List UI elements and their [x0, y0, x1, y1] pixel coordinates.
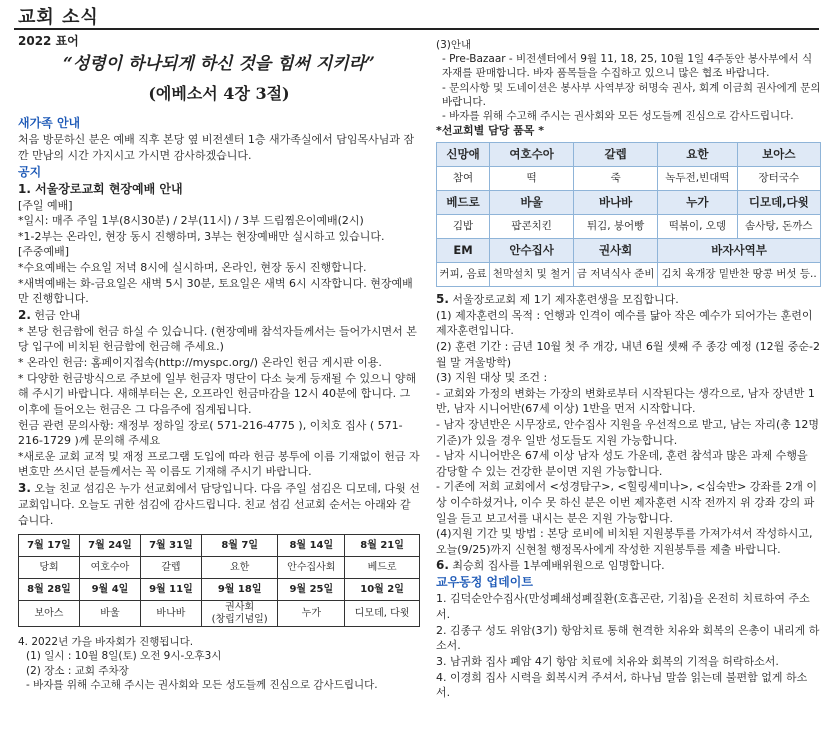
item-cell: 장터국수: [737, 166, 820, 190]
item-cell: 천막설치 및 철거: [490, 262, 574, 286]
table-row: [437, 142, 821, 166]
bazaar-guide: [436, 38, 821, 123]
table-row: [437, 190, 821, 214]
schedule-date: 9월 4일: [79, 579, 140, 601]
table-row: [437, 214, 821, 238]
table-row: [19, 579, 420, 601]
guide-label: (3)안내: [436, 39, 472, 51]
worship-heading: 1. 서울장로교회 현장예배 안내: [18, 181, 183, 196]
prayer-update-heading: 교우동정 업데이트: [436, 575, 533, 590]
training-line: - 교회와 가정의 변화는 가장의 변화로부터 시작된다는 생각으로, 남자 장년반 1반, 남자 시니어반(67세 이상) 1반을 먼저 시작합니다.: [436, 386, 815, 416]
schedule-group: 갈렙: [140, 557, 201, 579]
offering-title: 헌금 안내: [30, 308, 81, 322]
training-line: - 기존에 저희 교회에서 <성경탐구>, <힐링세미나>, <십숙반> 강좌를 2개 이상 이수하셨거나, 이수 못 하신 분은 이번 제자훈련 시작 전까지 위 강좌 강의 파일을 듣고 보고서를 내시는 분은 지원 가능합니다.: [436, 480, 818, 525]
offering-line: * 본당 헌금함에 헌금 하실 수 있습니다. (현장예배 참석자들께서는 들어가시면서 본당 입구에 비치된 헌금함에 헌금해 주세요.): [18, 324, 417, 354]
schedule-date: 9월 11일: [140, 579, 201, 601]
guide-line: - 바자를 위해 수고해 주시는 권사회와 모든 성도들께 진심으로 감사드립니다.: [442, 109, 794, 122]
item-number: 5.: [436, 291, 449, 306]
training-line: - 남자 시니어반은 67세 이상 남자 성도 가운데, 훈련 참석과 많은 과제 수행을 감당할 수 있는 건강한 분이면 지원 가능합니다.: [436, 449, 808, 478]
schedule-date: 7월 24일: [79, 535, 140, 557]
group-name: 바나바: [574, 190, 658, 214]
newfamily-text: 처음 방문하신 분은 예배 직후 본당 옆 비전센터 1층 새가족실에서 담임목사님과 잠깐 만남의 시간 가지시고 가시면 감사하겠습니다.: [18, 133, 415, 162]
item-number: 6.: [436, 558, 449, 573]
schedule-group: 바울: [79, 601, 140, 627]
item-number: 2.: [18, 307, 31, 322]
group-name: 보아스: [737, 142, 820, 166]
appointment-text: 최승희 집사를 1부예배위원으로 임명합니다.: [448, 559, 665, 573]
motto-reference: (에베소서 4장 3절): [148, 83, 290, 103]
sunday-line: *일시: 매주 주일 1부(8시30분) / 2부(11시) / 3부 드림찜은이예배(2시): [18, 214, 364, 228]
schedule-date: 9월 18일: [201, 579, 278, 601]
group-name: 바울: [490, 190, 574, 214]
schedule-date: 8월 14일: [278, 535, 345, 557]
item-cell: 커피, 음료: [437, 262, 490, 286]
table-row: [437, 238, 821, 262]
schedule-group: 보아스: [19, 601, 80, 627]
bazaar-items-table: [436, 142, 821, 287]
group-name: 디모데,다윗: [737, 190, 820, 214]
prayer-item: 2. 김종구 성도 위암(3기) 항암치료 통해 현격한 치유와 회복의 은총이 내리게 하소서.: [436, 623, 820, 653]
group-name: 신망애: [437, 142, 490, 166]
schedule-date: 9월 25일: [278, 579, 345, 601]
training-line: - 남자 장년반은 시무장로, 안수집사 지원을 우선적으로 받고, 남는 자리(총 12명 기준)가 있을 경우 일반 성도들도 지원 가능합니다.: [436, 417, 819, 447]
prayer-item: 3. 남귀화 집사 폐암 4기 항암 치료에 치유와 회복의 기적을 허락하소서.: [436, 654, 779, 668]
training-line: (3) 지원 대상 및 조건 :: [436, 371, 548, 385]
item-cell: 김밥: [437, 214, 490, 238]
schedule-group: 권사회 (창립기념일): [201, 601, 278, 627]
schedule-date: 8월 28일: [19, 579, 80, 601]
fellowship-text: 오늘 친교 섬김은 누가 선교회에서 담당입니다. 다음 주일 섬김은 디모데, 다윗 선교회입니다. 오늘도 귀한 섬김에 감사드립니다. 친교 섬김 선교회 순서는 아래와 같습니다.: [18, 481, 420, 527]
year-motto-label: 2022 표어: [18, 34, 79, 48]
bazaar-thanks: - 바자를 위해 수고해 주시는 권사회와 모든 성도들께 진심으로 감사드립니다.: [26, 678, 378, 691]
offering-line: *새로운 교회 교적 및 재정 프로그램 도입에 따라 헌금 봉투에 이름 기재없이 헌금 자변호만 쓰시던 분들께서는 꼭 이름도 기재해 주시기 바랍니다.: [18, 449, 420, 479]
schedule-date: 7월 31일: [140, 535, 201, 557]
header-divider: [14, 28, 819, 30]
table-row: [19, 535, 420, 557]
bazaar-notice: [18, 635, 420, 692]
bazaar-title: 4. 2022년 가을 바자회가 진행됩니다.: [18, 636, 194, 649]
training-line: (4)지원 기간 및 방법 : 본당 로비에 비치된 지원봉투를 가져가셔서 작성하시고, 오늘(9/25)까지 신현철 행정목사에게 작성한 지원봉투를 제출 바랍니다.: [436, 527, 813, 556]
table-row: [19, 601, 420, 627]
offering-contact: 헌금 관련 문의사항: 재정부 정하일 장로( 571-216-4775 ), 이치호 집사 ( 571- 216-1729 )께 문의해 주세요: [18, 418, 403, 448]
group-name: 갈렙: [574, 142, 658, 166]
table-row: [437, 262, 821, 286]
schedule-date: 10월 2일: [345, 579, 420, 601]
table-row: [19, 557, 420, 579]
group-name: 바자사역부: [658, 238, 821, 262]
item-cell: 참여: [437, 166, 490, 190]
bazaar-place: (2) 장소 : 교회 주차장: [26, 664, 129, 677]
fellowship-notice: [18, 480, 420, 528]
weekday-label: [주중예배]: [18, 245, 70, 259]
item-cell: 죽: [574, 166, 658, 190]
item-cell: 팝콘치킨: [490, 214, 574, 238]
schedule-group: 안수집사회: [278, 557, 345, 579]
schedule-group: 디모데, 다윗: [345, 601, 420, 627]
newfamily-heading: 새가족 안내: [18, 116, 81, 131]
appointment-notice: [436, 557, 821, 574]
offering-line: * 온라인 헌금: 홈페이지접속(http://myspc.org/) 온라인 헌금 게시판 이용.: [18, 356, 382, 370]
schedule-date: 7월 17일: [19, 535, 80, 557]
notice-heading: 공지: [18, 164, 42, 179]
schedule-group: 누가: [278, 601, 345, 627]
schedule-group: 베드로: [345, 557, 420, 579]
group-name: 요한: [658, 142, 737, 166]
item-cell: 녹두전,빈대떡: [658, 166, 737, 190]
group-name: 안수집사: [490, 238, 574, 262]
prayer-item: 4. 이경희 집사 시력을 회복시켜 주셔서, 하나님 말씀 읽는데 불편함 없게 하소서.: [436, 670, 808, 700]
schedule-date: 8월 7일: [201, 535, 278, 557]
sunday-label: [주일 예배]: [18, 198, 73, 212]
weekday-line: *수요예배는 수요일 저녁 8시에 실시하며, 온라인, 현장 동시 진행합니다.: [18, 261, 367, 274]
left-column: [18, 33, 420, 692]
training-line: (1) 제자훈련의 목적 : 언행과 인격이 예수를 닮아 작은 예수가 되어가는 훈련이 제자훈련입니다.: [436, 308, 813, 338]
bazaar-date: (1) 일시 : 10월 8일(토) 오전 9시-오후3시: [26, 650, 222, 663]
group-name: 권사회: [574, 238, 658, 262]
item-cell: 김치 육개장 밑반찬 땅콩 버섯 등..: [658, 262, 821, 286]
group-name: EM: [437, 238, 490, 262]
schedule-group: 여호수아: [79, 557, 140, 579]
guide-line: - 문의사항 및 도네이션은 봉사부 사역부장 허명숙 권사, 회계 이금희 권사에게 문의바랍니다.: [442, 81, 821, 108]
training-line: (2) 훈련 기간 : 금년 10월 첫 주 개강, 내년 6월 셋째 주 종강 예정 (12월 중순-2월 말 겨울방학): [436, 339, 821, 369]
item-cell: 떡: [490, 166, 574, 190]
offering-heading: [18, 307, 420, 324]
weekday-line: *새벽예배는 화-금요일은 새벽 5시 30분, 토요일은 새벽 6시 시작합니다. 현장예배만 진행합니다.: [18, 276, 413, 306]
training-heading: [436, 291, 821, 308]
group-name: 베드로: [437, 190, 490, 214]
schedule-date: 8월 21일: [345, 535, 420, 557]
item-cell: 솜사탕, 돈까스: [737, 214, 820, 238]
table-row: [437, 166, 821, 190]
motto-verse: “성령이 하나되게 하신 것을 힘써 지키라”: [63, 54, 375, 75]
training-title: 서울장로교회 제 1기 제자훈련생을 모집합니다.: [448, 292, 679, 306]
item-cell: 떡볶이, 오뎅: [658, 214, 737, 238]
group-name: 여호수아: [490, 142, 574, 166]
right-column: [436, 38, 821, 701]
schedule-group: 바나바: [140, 601, 201, 627]
schedule-group: 요한: [201, 557, 278, 579]
prayer-item: 1. 김덕순안수집사(만성폐쇄성폐질환(호흡곤란, 기침)을 온전히 치료하여 주소서.: [436, 592, 810, 622]
offering-line: * 다양한 헌금방식으로 주보에 일부 헌금자 명단이 다소 늦게 등재될 수 있으니 양해해 주시기 바랍니다. 새해부터는 온, 오프라인 헌금마감을 12시 40분에 합니다. 그 이후에 들어오는 헌금은 그 다음주에 집계됩니다.: [18, 371, 417, 416]
guide-line: - Pre-Bazaar - 비전센터에서 9월 11, 18, 25, 10월 1일 4주동안 봉사부에서 식자재를 판매합니다. 바자 품목들을 수집하고 있으니 많은 협조 바랍니다.: [442, 53, 813, 80]
sunday-line: *1-2부는 온라인, 현장 동시 진행하며, 3부는 현장예배만 실시하고 있습니다.: [18, 229, 385, 243]
item-number: 3.: [18, 480, 31, 495]
schedule-group: 당회: [19, 557, 80, 579]
group-name: 누가: [658, 190, 737, 214]
fellowship-schedule-table: [18, 534, 420, 627]
item-cell: 금 저녁식사 준비: [574, 262, 658, 286]
page-title: 교회 소식: [18, 7, 99, 28]
item-cell: 튀김, 붕어빵: [574, 214, 658, 238]
food-table-title: *선교회별 담당 품목 *: [436, 124, 545, 138]
